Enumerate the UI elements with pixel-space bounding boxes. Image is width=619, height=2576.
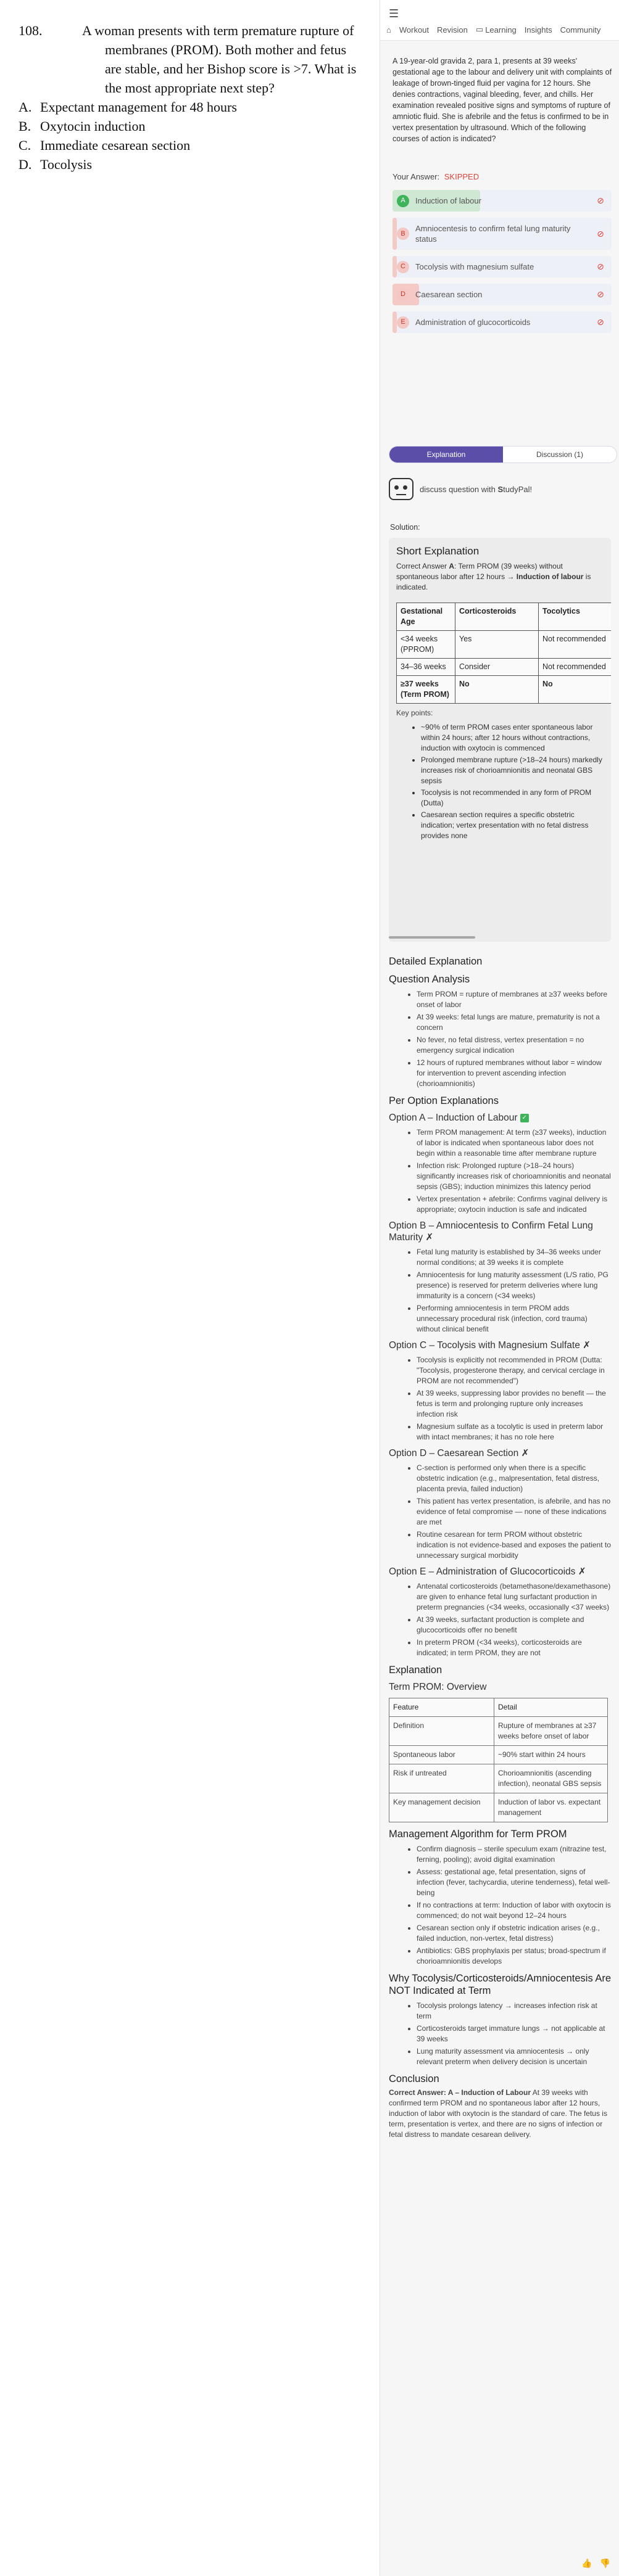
short-answer-letter: A <box>449 562 455 570</box>
your-answer-value: SKIPPED <box>444 172 480 181</box>
studypal-prefix: discuss question with <box>420 484 498 494</box>
studypal-brand-s: S <box>497 484 504 494</box>
solution-label: Solution: <box>390 523 420 532</box>
your-answer <box>393 172 615 181</box>
question-text: A 19-year-old gravida 2, para 1, presents at 39 weeks' gestational age to the labour and delivery unit with complaints of leakage of brown-tinged fluid per vagina for 12 hours. She denies contractions, vaginal bleeding, fever, and chills. Her examination revealed positive signs and symptoms of rupture of amniotic fluid. She is afebrile and the fetus is confirmed to be in vertex presentation by ultrasound. Which of the following courses of action is indicated? <box>393 57 612 143</box>
thumbs-up-icon[interactable]: 👍 <box>581 2558 592 2568</box>
option-c-list <box>417 1355 612 1442</box>
list-item: • ~90% of term PROM cases enter spontaneous labor within 24 hours; after 12 hours without contractions, induction with oxytocin is commenced <box>421 722 604 754</box>
option-letter-badge: B <box>397 228 409 240</box>
scanned-option-letter: C. <box>19 138 31 153</box>
list-item: • Infection risk: Prolonged rupture (>18–24 hours) significantly increases risk of chorioamnionitis and neonatal sepsis (GBS); induction minimizes this latency period <box>417 1161 612 1192</box>
solution-panel <box>380 0 619 2576</box>
option-letter-badge: D <box>397 289 409 301</box>
list-item: • In preterm PROM (<34 weeks), corticosteroids are indicated; in term PROM, they are not <box>417 1637 612 1658</box>
question-card <box>393 56 615 339</box>
option-letter-badge: E <box>397 316 409 329</box>
thumbs-down-icon[interactable]: 👎 <box>599 2558 610 2568</box>
list-item: • Term PROM management: At term (≥37 weeks), induction of labor is indicated when spontaneous labor does not begin within a reasonable time after membrane rupture <box>417 1127 612 1159</box>
table-header: Tocolytics <box>539 603 612 631</box>
scanned-options <box>19 97 364 174</box>
nav-workout[interactable]: Workout <box>399 25 430 35</box>
nav-learning[interactable] <box>476 25 517 35</box>
list-item: • No fever, no fetal distress, vertex presentation = no emergency surgical indication <box>417 1035 612 1056</box>
strike-option-icon[interactable]: ⊘ <box>597 228 604 239</box>
option-d-title: Option D – Caesarean Section ✗ <box>389 1448 530 1459</box>
table-cell: Definition <box>389 1717 494 1746</box>
why-title: Why Tocolysis/Corticosteroids/Amniocentesis Are NOT Indicated at Term <box>389 1973 612 1996</box>
question-analysis-list <box>417 989 612 1089</box>
option-text: Induction of labour <box>415 196 481 205</box>
list-item: • Assess: gestational age, fetal presentation, signs of infection (fever, tachycardia, uterine tenderness), fetal well-being <box>417 1867 612 1898</box>
comparison-table <box>396 603 611 704</box>
per-option-title: Per Option Explanations <box>389 1095 499 1106</box>
question-stem <box>19 21 364 97</box>
table-cell: Induction of labor vs. expectant management <box>494 1793 608 1822</box>
table-cell: ~90% start within 24 hours <box>494 1746 608 1764</box>
conclusion-title: Conclusion <box>389 2073 439 2084</box>
option-text: Amniocentesis to confirm fetal lung maturity status <box>415 224 571 244</box>
scanned-option-letter: B. <box>19 118 31 134</box>
tab-discussion[interactable]: Discussion (1) <box>503 446 617 463</box>
table-row <box>389 1764 608 1793</box>
detailed-explanation <box>389 950 612 2140</box>
explanation-title: Explanation <box>389 1665 442 1676</box>
tab-explanation[interactable]: Explanation <box>389 446 503 463</box>
scanned-option-letter: A. <box>19 99 32 115</box>
option-e-list <box>417 1581 612 1658</box>
answer-option-d[interactable] <box>393 284 612 305</box>
scanned-option-text: Tocolysis <box>40 157 93 172</box>
robot-icon <box>389 478 413 500</box>
strike-option-icon[interactable]: ⊘ <box>597 289 604 299</box>
book-icon: ▭ <box>475 25 484 34</box>
strike-option-icon[interactable]: ⊘ <box>597 195 604 205</box>
table-row <box>397 659 612 676</box>
list-item: • At 39 weeks, surfactant production is complete and glucocorticoids offer no benefit <box>417 1615 612 1636</box>
list-item: • Antibiotics: GBS prophylaxis per status; broad-spectrum if chorioamnionitis develops <box>417 1946 612 1967</box>
short-answer-prefix: Correct Answer <box>396 562 449 570</box>
list-item: • Cesarean section only if obstetric indication arises (e.g., failed induction, non-vertex, fetal distress) <box>417 1923 612 1944</box>
nav-home-icon[interactable]: ⌂ <box>386 25 391 35</box>
scanned-option-text: Expectant management for 48 hours <box>40 99 237 115</box>
option-c-title: Option C – Tocolysis with Magnesium Sulfate ✗ <box>389 1340 591 1351</box>
short-answer-middle: : Term PROM (39 weeks) without spontaneous labor after 12 hours → <box>396 562 563 581</box>
answer-option-a[interactable] <box>393 190 612 212</box>
main-nav <box>386 25 600 35</box>
nav-insights[interactable]: Insights <box>524 25 552 35</box>
studypal-suffix: ! <box>530 484 533 494</box>
short-answer-line <box>396 561 604 593</box>
table-cell: Not recommended <box>539 659 612 676</box>
table-cell: ≥37 weeks (Term PROM) <box>397 676 455 704</box>
option-text: Caesarean section <box>415 290 483 299</box>
table-cell: Yes <box>455 631 539 659</box>
strike-option-icon[interactable]: ⊘ <box>597 261 604 271</box>
list-item: • Routine cesarean for term PROM without obstetric indication is not evidence-based and exposes the patient to unnecessary surgical morbidity <box>417 1529 612 1561</box>
top-bar <box>380 0 619 41</box>
table-cell: Rupture of membranes at ≥37 weeks before onset of labor <box>494 1717 608 1746</box>
list-item: • Amniocentesis for lung maturity assessment (L/S ratio, PG presence) is reserved for preterm deliveries where lung immaturity is a concern (<34 weeks) <box>417 1270 612 1301</box>
option-text: Administration of glucocorticoids <box>415 318 531 327</box>
option-a-list <box>417 1127 612 1215</box>
list-item: • If no contractions at term: Induction of labor with oxytocin is commenced; do not wait beyond 12–24 hours <box>417 1900 612 1921</box>
key-points-label: Key points: <box>396 709 433 717</box>
option-d-list <box>417 1463 612 1561</box>
option-b-list <box>417 1247 612 1335</box>
list-item: • Corticosteroids target immature lungs → not applicable at 39 weeks <box>417 2023 612 2044</box>
list-item: • Vertex presentation + afebrile: Confirms vaginal delivery is appropriate; oxytocin induction is safe and indicated <box>417 1194 612 1215</box>
option-b-title: Option B – Amniocentesis to Confirm Fetal Lung Maturity ✗ <box>389 1220 593 1243</box>
hamburger-icon[interactable]: ☰ <box>389 7 399 20</box>
scanned-option-text: Immediate cesarean section <box>40 138 191 153</box>
table-row <box>389 1746 608 1764</box>
answer-options <box>393 190 615 333</box>
table-header: Detail <box>494 1698 608 1717</box>
option-text: Tocolysis with magnesium sulfate <box>415 262 534 271</box>
list-item: • Antenatal corticosteroids (betamethasone/dexamethasone) are given to enhance fetal lung surfactant production in preterm pregnancies (<34 weeks, occasionally <37 weeks) <box>417 1581 612 1613</box>
studypal-text <box>420 485 532 494</box>
list-item: • C-section is performed only when there is a specific obstetric indication (e.g., malpresentation, fetal distress, placenta previa, failed induction) <box>417 1463 612 1494</box>
list-item: • This patient has vertex presentation, is afebrile, and has no evidence of fetal compromise — none of these indications are met <box>417 1496 612 1528</box>
table-row <box>397 631 612 659</box>
conclusion-answer: Correct Answer: A – Induction of Labour <box>389 2088 531 2097</box>
scanned-question <box>19 21 364 174</box>
list-item: • Term PROM = rupture of membranes at ≥37 weeks before onset of labor <box>417 989 612 1010</box>
conclusion-text <box>389 2088 612 2140</box>
list-item: • Magnesium sulfate as a tocolytic is used in preterm labor with intact membranes; it has no role here <box>417 1422 612 1442</box>
table-cell: Not recommended <box>539 631 612 659</box>
scanned-option-letter: D. <box>19 157 32 172</box>
detailed-explanation-title: Detailed Explanation <box>389 956 483 967</box>
overview-title: Term PROM: Overview <box>389 1682 487 1692</box>
algorithm-title: Management Algorithm for Term PROM <box>389 1829 567 1840</box>
option-a-title-text: Option A – Induction of Labour <box>389 1113 518 1123</box>
table-header: Corticosteroids <box>455 603 539 631</box>
table-cell: Key management decision <box>389 1793 494 1822</box>
nav-revision[interactable]: Revision <box>437 25 468 35</box>
option-e-title: Option E – Administration of Glucocorticoids ✗ <box>389 1566 586 1577</box>
table-row <box>389 1793 608 1822</box>
list-item: • Prolonged membrane rupture (>18–24 hours) markedly increases risk of chorioamnionitis and neonatal GBS sepsis <box>421 755 604 786</box>
why-list <box>417 2001 612 2067</box>
scanned-option <box>19 155 364 174</box>
table-cell: No <box>455 676 539 704</box>
option-letter-badge: A <box>397 195 409 207</box>
list-item: • Performing amniocentesis in term PROM adds unnecessary procedural risk (infection, cord trauma) without clinical benefit <box>417 1303 612 1335</box>
scanned-option <box>19 117 364 136</box>
answer-option-c[interactable] <box>393 256 612 278</box>
question-stem-text: A woman presents with term premature rupture of membranes (PROM). Both mother and fetus are stable, and her Bishop score is >7. What is the most appropriate next step? <box>82 23 357 96</box>
list-item: • Caesarean section requires a specific obstetric indication; vertex presentation with no fetal distress provides none <box>421 810 604 841</box>
nav-community[interactable]: Community <box>560 25 601 35</box>
short-explanation-title: Short Explanation <box>396 545 480 557</box>
table-cell: Consider <box>455 659 539 676</box>
solution-tabs <box>389 446 617 463</box>
option-letter-badge: C <box>397 261 409 273</box>
comparison-table-wrap[interactable] <box>396 603 611 704</box>
list-item: • 12 hours of ruptured membranes without labor = window for intervention to prevent ascending infection (chorioamnionitis) <box>417 1058 612 1089</box>
nav-learning-label: Learning <box>485 25 517 35</box>
algorithm-list <box>417 1844 612 1967</box>
scanned-option <box>19 136 364 155</box>
key-points-list <box>421 722 604 841</box>
short-explanation-card <box>389 538 611 942</box>
check-icon: ✓ <box>520 1114 529 1122</box>
table-cell: Risk if untreated <box>389 1764 494 1793</box>
answer-option-e[interactable] <box>393 311 612 333</box>
question-number: 108. <box>19 23 43 38</box>
table-header: Feature <box>389 1698 494 1717</box>
table-cell: <34 weeks (PPROM) <box>397 631 455 659</box>
strike-option-icon[interactable]: ⊘ <box>597 317 604 327</box>
conclusion-body: At 39 weeks with confirmed term PROM and no spontaneous labor after 12 hours, induction of labor with oxytocin is the standard of care. The fetus is term, presentation is vertex, and there are no signs of infection or fetal distress to mandate cesarean delivery. <box>389 2088 607 2139</box>
answer-option-b[interactable] <box>393 218 612 250</box>
list-item: • At 39 weeks, suppressing labor provides no benefit — the fetus is term and prolonging rupture only increases infection risk <box>417 1388 612 1420</box>
horizontal-scrollbar[interactable] <box>389 936 475 939</box>
list-item: • Fetal lung maturity is established by 34–36 weeks under normal conditions; at 39 weeks it is complete <box>417 1247 612 1268</box>
table-header: Gestational Age <box>397 603 455 631</box>
scanned-option <box>19 97 364 117</box>
your-answer-label: Your Answer: <box>393 172 440 181</box>
table-row <box>397 676 612 704</box>
option-a-title <box>389 1112 612 1124</box>
list-item: • At 39 weeks: fetal lungs are mature, prematurity is not a concern <box>417 1012 612 1033</box>
short-answer-bold: Induction of labour <box>516 572 584 581</box>
studypal-brand-rest: tudyPal <box>503 484 530 494</box>
table-cell: No <box>539 676 612 704</box>
list-item: • Tocolysis is explicitly not recommended in PROM (Dutta: "Tocolysis, progesterone therapy, and cervical cerclage in PROM are not recommended") <box>417 1355 612 1386</box>
list-item: • Lung maturity assessment via amniocentesis → only relevant preterm when delivery decision is uncertain <box>417 2046 612 2067</box>
table-cell: 34–36 weeks <box>397 659 455 676</box>
question-analysis-title: Question Analysis <box>389 974 470 985</box>
studypal-link[interactable] <box>389 478 532 500</box>
table-cell: Spontaneous labor <box>389 1746 494 1764</box>
overview-table <box>389 1698 608 1822</box>
list-item: • Tocolysis prolongs latency → increases infection risk at term <box>417 2001 612 2022</box>
list-item: • Confirm diagnosis – sterile speculum exam (nitrazine test, ferning, pooling); avoid digital examination <box>417 1844 612 1865</box>
feedback-bar <box>581 2558 610 2569</box>
short-answer-suffix: is indicated. <box>396 572 591 591</box>
scanned-option-text: Oxytocin induction <box>40 118 146 134</box>
table-cell: Chorioamnionitis (ascending infection), neonatal GBS sepsis <box>494 1764 608 1793</box>
table-row <box>389 1717 608 1746</box>
list-item: • Tocolysis is not recommended in any form of PROM (Dutta) <box>421 788 604 809</box>
